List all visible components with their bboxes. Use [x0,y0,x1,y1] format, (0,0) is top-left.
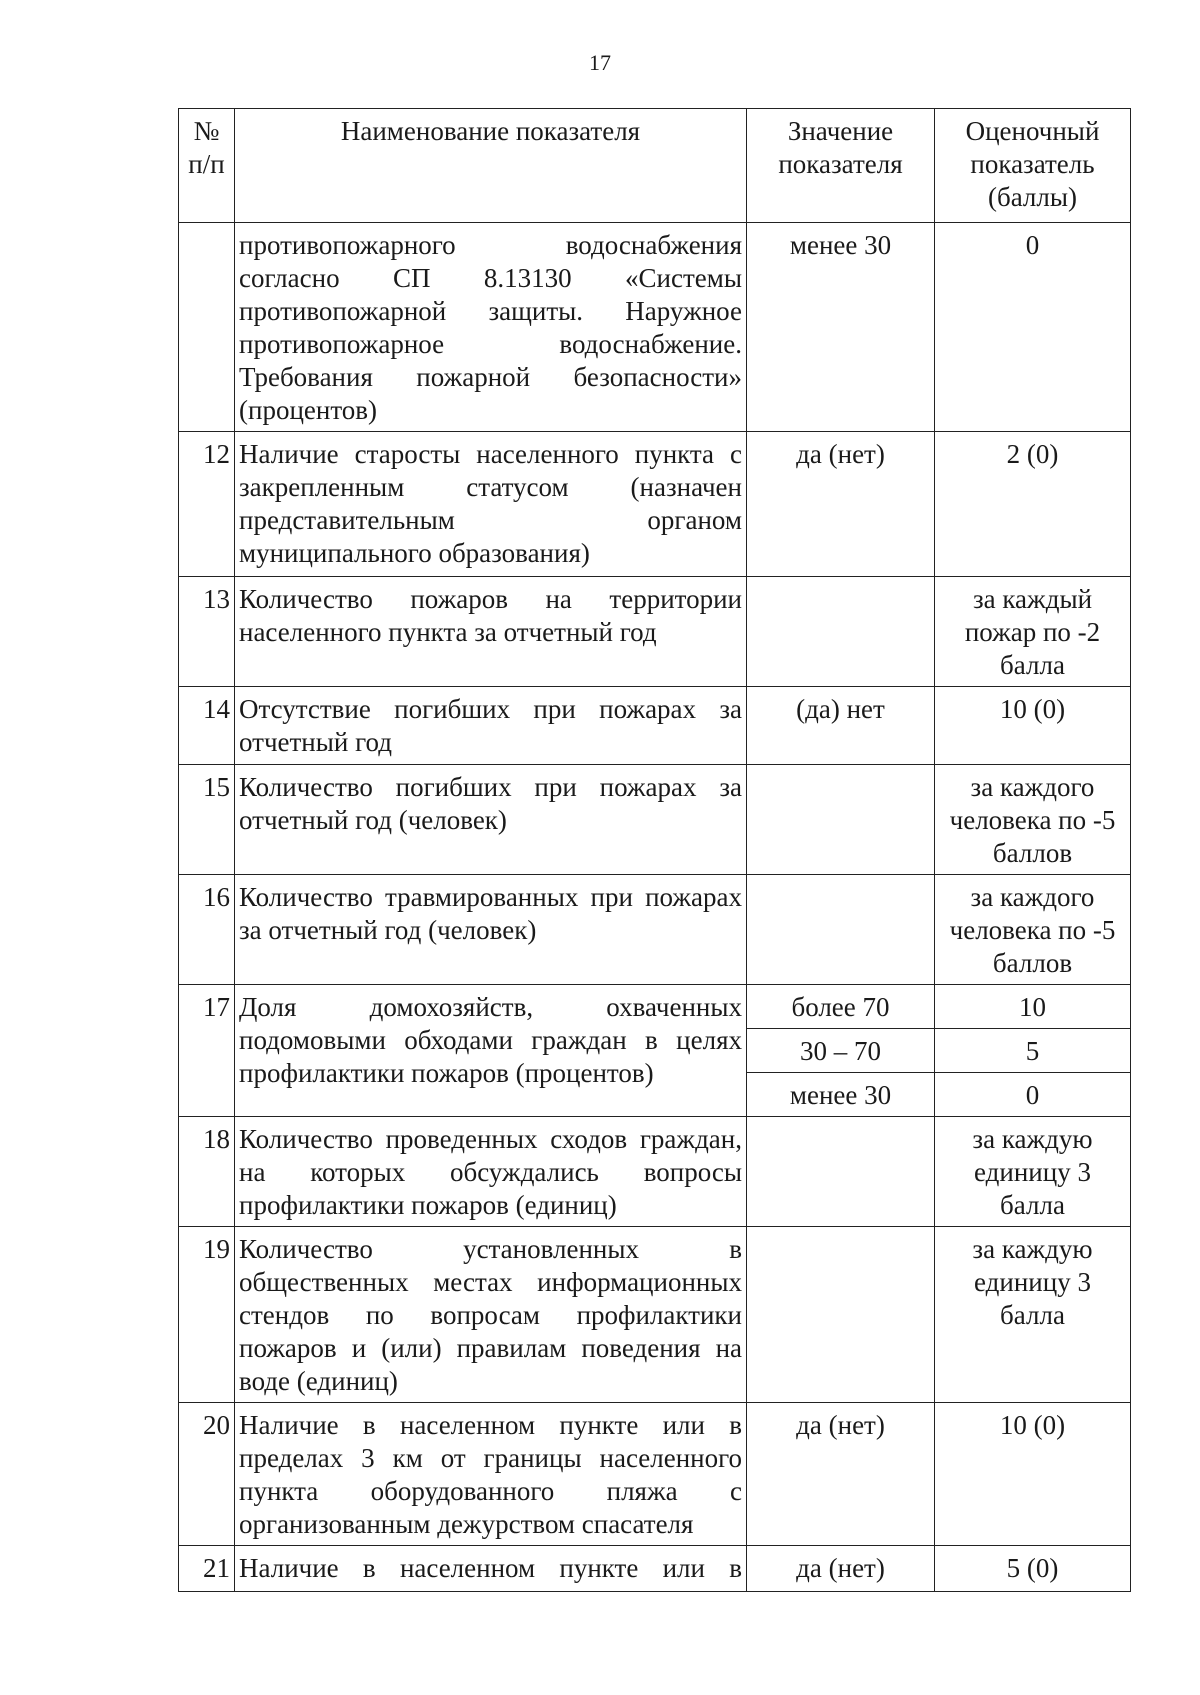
row-num: 18 [179,1117,235,1227]
table-row [179,875,1131,985]
row-num [179,223,235,432]
row-score: за каждого человека по -5 баллов [935,875,1131,985]
row-value [747,577,935,687]
table-row [179,765,1131,875]
row-value: менее 30 [747,1073,935,1117]
row-num: 20 [179,1403,235,1546]
row-score: 10 [935,985,1131,1029]
row-num: 21 [179,1546,235,1592]
row-score: 0 [935,223,1131,432]
row-name: Наличие в населенном пункте или в пределах 3 км от границы населенного пункта оборудованного пляжа с организованным дежурством спасателя [235,1403,747,1546]
row-name: Наличие в населенном пункте или в [235,1546,747,1592]
row-name: Количество установленных в общественных местах информационных стендов по вопросам профилактики пожаров и (или) правилам поведения на воде (единиц) [235,1227,747,1403]
table-row [179,1227,1131,1403]
row-value [747,1227,935,1403]
row-score: 5 (0) [935,1546,1131,1592]
row-score: за каждую единицу 3 балла [935,1117,1131,1227]
row-name: Количество пожаров на территории населенного пункта за отчетный год [235,577,747,687]
table-row [179,1117,1131,1227]
row-value [747,1117,935,1227]
row-num: 17 [179,985,235,1117]
row-num: 14 [179,687,235,765]
row-name: противопожарного водоснабжения согласно СП 8.13130 «Системы противопожарной защиты. Наружное противопожарное водоснабжение. Требования пожарной безопасности» (процентов) [235,223,747,432]
row-score: за каждого человека по -5 баллов [935,765,1131,875]
table-row [179,985,1131,1029]
header-name: Наименование показателя [235,109,747,223]
table-row [179,577,1131,687]
row-name: Количество погибших при пожарах за отчетный год (человек) [235,765,747,875]
row-name: Количество травмированных при пожарах за отчетный год (человек) [235,875,747,985]
row-num: 16 [179,875,235,985]
row-num: 15 [179,765,235,875]
row-score: за каждый пожар по -2 балла [935,577,1131,687]
row-num: 12 [179,432,235,577]
row-value: да (нет) [747,1403,935,1546]
row-name: Наличие старосты населенного пункта с закрепленным статусом (назначен представительным органом муниципального образования) [235,432,747,577]
row-score: 0 [935,1073,1131,1117]
page-number: 17 [589,50,611,75]
row-name: Отсутствие погибших при пожарах за отчетный год [235,687,747,765]
table-row [179,1546,1131,1592]
row-name: Количество проведенных сходов граждан, на которых обсуждались вопросы профилактики пожаров (единиц) [235,1117,747,1227]
row-name: Доля домохозяйств, охваченных подомовыми обходами граждан в целях профилактики пожаров (процентов) [235,985,747,1117]
header-value: Значение показателя [747,109,935,223]
row-value: 30 – 70 [747,1029,935,1073]
row-value: более 70 [747,985,935,1029]
row-value: менее 30 [747,223,935,432]
header-score: Оценочный показатель (баллы) [935,109,1131,223]
row-value [747,765,935,875]
table-row [179,223,1131,432]
row-score: 5 [935,1029,1131,1073]
row-value: да (нет) [747,1546,935,1592]
row-num: 19 [179,1227,235,1403]
table-row [179,687,1131,765]
row-value: да (нет) [747,432,935,577]
row-score: 2 (0) [935,432,1131,577]
row-score: 10 (0) [935,1403,1131,1546]
row-score: 10 (0) [935,687,1131,765]
header-num: № п/п [179,109,235,223]
indicators-table [178,108,1131,1592]
table-header-row [179,109,1131,223]
table-row [179,432,1131,577]
table-row [179,1403,1131,1546]
row-score: за каждую единицу 3 балла [935,1227,1131,1403]
row-num: 13 [179,577,235,687]
row-value [747,875,935,985]
row-value: (да) нет [747,687,935,765]
